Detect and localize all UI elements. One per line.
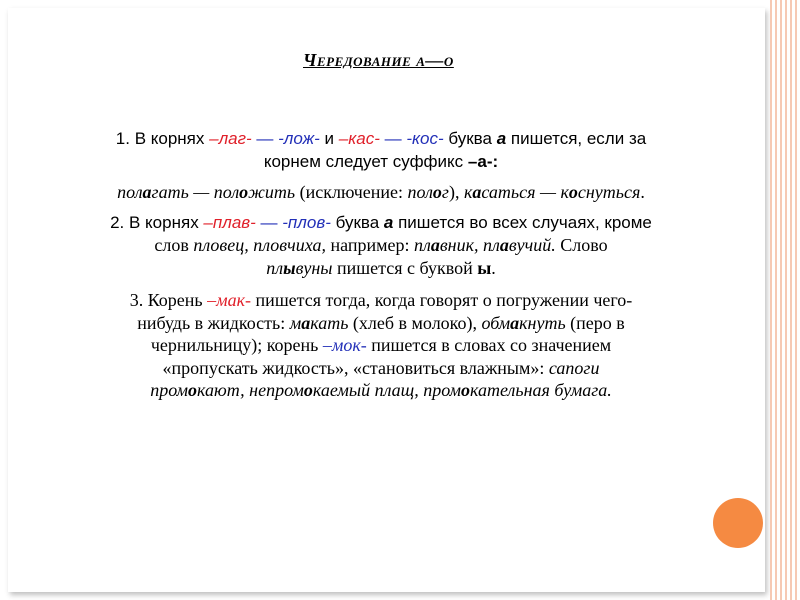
text-run: –плав-	[203, 212, 256, 232]
text-run: вучий.	[508, 235, 556, 255]
text-run: а	[510, 312, 520, 333]
text-run: .	[491, 257, 496, 278]
text-run: кать	[310, 312, 349, 333]
text-run: пл	[266, 257, 284, 278]
text-run: о	[461, 380, 471, 400]
text-run: –мак-	[207, 290, 252, 310]
text-run: —	[251, 129, 279, 148]
text-run: корнем следует суффикс	[263, 151, 468, 171]
text-run: буква	[443, 129, 497, 148]
text-run: и	[319, 129, 339, 148]
text-run: а	[142, 182, 152, 202]
rule3-line3	[20, 334, 742, 357]
text-run: слов	[154, 235, 194, 255]
text-run: буква	[330, 212, 384, 232]
text-run: кательная бумага.	[470, 380, 612, 400]
text-run: а	[496, 129, 507, 148]
text-run: –лаг-	[209, 129, 252, 148]
text-run: гать — пол	[151, 182, 240, 202]
rule3-line2	[20, 312, 742, 335]
text-run: «пропускать жидкость», «становиться влажным»:	[162, 357, 549, 378]
text-run: вуны	[295, 257, 333, 278]
rule1-line2	[20, 151, 742, 174]
text-run: 1. В корнях	[115, 129, 210, 148]
text-run: ы	[477, 257, 492, 278]
text-run: обм	[481, 312, 511, 333]
text-run: пишется тогда, когда говорят о погружении чего-	[251, 290, 633, 310]
text-run: а	[301, 312, 311, 333]
decorative-orange-circle	[713, 498, 763, 548]
text-run: а	[499, 235, 509, 255]
rule2-line3	[20, 257, 742, 280]
text-run: —	[255, 212, 283, 232]
text-run: (хлеб в молоко),	[348, 312, 482, 333]
rules-body	[20, 128, 742, 402]
text-run: г	[441, 182, 449, 202]
text-run: –мок-	[322, 335, 367, 355]
text-run: а	[383, 212, 394, 232]
text-run: —	[379, 129, 407, 148]
text-run: а	[430, 235, 440, 255]
text-run: сапоги	[548, 357, 600, 378]
text-run: -кос-	[406, 129, 444, 148]
rule2-line2	[20, 234, 742, 257]
text-run: а	[472, 182, 482, 202]
text-run: кнуть	[519, 312, 566, 333]
text-run: чернильницу); корень	[150, 335, 323, 355]
text-run: пл	[413, 235, 431, 255]
text-run: м	[289, 312, 302, 333]
slide-title: Чередование а—о	[303, 50, 454, 70]
text-run: ы	[283, 257, 296, 278]
decorative-striped-border	[770, 0, 800, 600]
rule1-line1	[20, 128, 742, 151]
text-run: пишется в словах со значением	[366, 335, 612, 355]
text-run: о	[432, 182, 442, 202]
rule3-line1	[20, 289, 742, 312]
text-run: пол	[117, 182, 143, 202]
text-run: нибудь в жидкость:	[137, 312, 290, 333]
text-run: пол	[407, 182, 433, 202]
text-run: пишется во всех случаях, кроме	[393, 212, 652, 232]
text-run: Слово	[555, 235, 608, 255]
text-run: о	[568, 182, 578, 202]
text-run: -плов-	[282, 212, 331, 232]
text-run: ),	[448, 182, 464, 202]
text-run: .	[640, 182, 645, 202]
text-run: 3. Корень	[129, 290, 208, 310]
text-run: пром	[150, 380, 189, 400]
text-run: кают, непром	[197, 380, 304, 400]
text-run: –а-:	[467, 151, 499, 171]
text-run: снуться	[577, 182, 641, 202]
text-run: о	[239, 182, 249, 202]
rule3-line5	[20, 379, 742, 402]
text-run: вник, пл	[439, 235, 500, 255]
text-run: например:	[325, 235, 414, 255]
text-run: –кас-	[338, 129, 380, 148]
text-run: 2. В корнях	[110, 212, 204, 232]
text-run: пловец, пловчиха,	[193, 235, 326, 255]
rule2-line1	[20, 212, 742, 235]
text-run: (исключение:	[295, 182, 408, 202]
text-run: пишется с буквой	[332, 257, 478, 278]
text-run: пишется, если за	[506, 129, 647, 148]
rule3-line4	[20, 357, 742, 380]
rule1-line3	[20, 181, 742, 204]
text-run: о	[188, 380, 198, 400]
text-run: саться — к	[481, 182, 569, 202]
text-run: каемый плащ, пром	[312, 380, 462, 400]
text-run: (перо в	[565, 312, 625, 333]
text-run: о	[303, 380, 313, 400]
text-run: к	[463, 182, 473, 202]
text-run: -лож-	[278, 129, 320, 148]
text-run: жить	[248, 182, 296, 202]
